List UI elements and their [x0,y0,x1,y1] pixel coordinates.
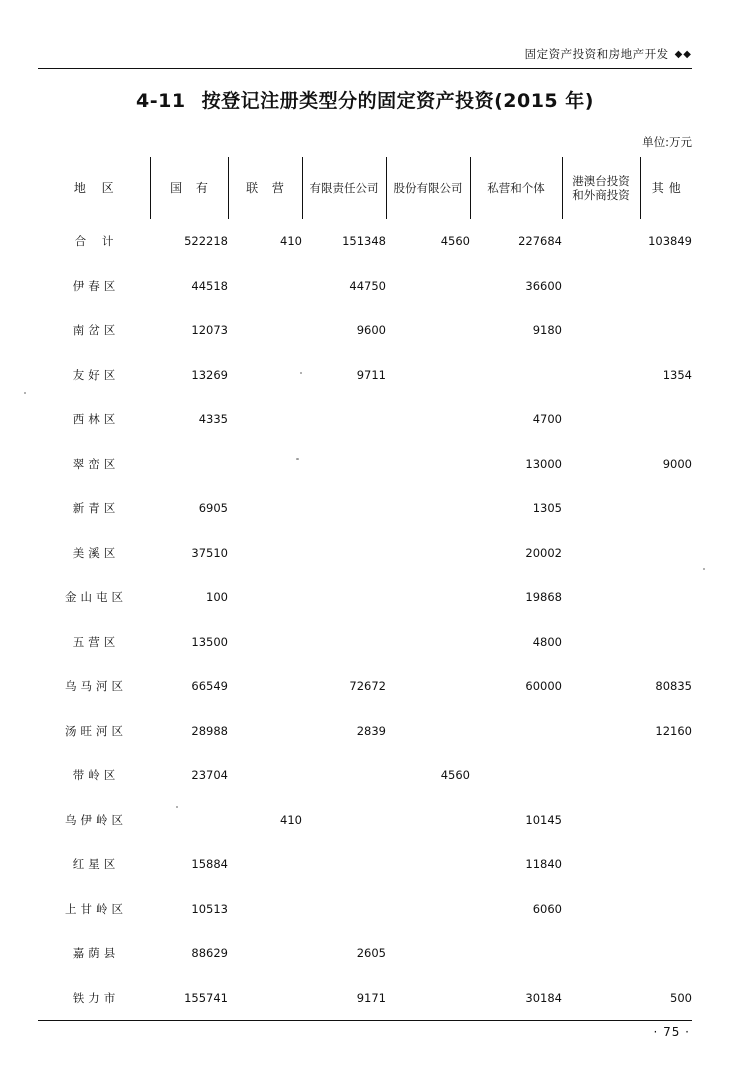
table-row [38,219,692,264]
scan-speck [703,568,705,570]
cell-limited-liability [302,842,386,887]
cell-private-individual: 9180 [532,323,562,338]
row-region: 新青区 [72,501,120,516]
cell-state-owned [150,798,228,843]
column-header-state-owned: 国 有 [150,157,228,219]
row-region: 西林区 [72,412,120,427]
cell-hk-macao-taiwan-foreign [562,887,640,932]
cell-limited-liability: 9711 [356,367,386,382]
cell-other [640,575,692,620]
cell-state-owned: 15884 [191,857,228,872]
column-header-joint-stock: 股份有限公司 [386,157,470,219]
cell-state-owned: 12073 [191,323,228,338]
page-number: · 75 · [653,1025,690,1039]
table-row [38,842,692,887]
cell-joint-stock [386,976,470,1021]
table-row [38,575,692,620]
cell-state-owned: 10513 [191,901,228,916]
cell-private-individual [470,709,562,754]
cell-state-owned: 23704 [191,768,228,783]
table-row [38,887,692,932]
cell-limited-liability [302,442,386,487]
cell-state-owned [150,442,228,487]
cell-private-individual: 19868 [525,590,562,605]
cell-limited-liability: 9171 [356,990,386,1005]
cell-hk-macao-taiwan-foreign [562,308,640,353]
cell-hk-macao-taiwan-foreign [562,442,640,487]
cell-joint-stock [386,531,470,576]
cell-other [640,531,692,576]
cell-hk-macao-taiwan-foreign [562,664,640,709]
cell-state-owned: 44518 [191,278,228,293]
row-region: 金山屯区 [65,590,127,605]
cell-joint-operation [228,664,302,709]
table-row [38,709,692,754]
cell-joint-stock [386,397,470,442]
cell-state-owned: 13500 [191,634,228,649]
cell-state-owned: 66549 [191,679,228,694]
cell-joint-stock [386,931,470,976]
cell-limited-liability [302,798,386,843]
cell-hk-macao-taiwan-foreign [562,976,640,1021]
cell-other [640,842,692,887]
cell-private-individual: 4700 [532,412,562,427]
cell-private-individual: 1305 [532,501,562,516]
cell-joint-operation [228,397,302,442]
cell-other [640,931,692,976]
cell-hk-macao-taiwan-foreign [562,931,640,976]
table-row [38,620,692,665]
table-row [38,264,692,309]
row-region: 美溪区 [72,545,120,560]
row-region: 翠峦区 [72,456,120,471]
cell-joint-operation [228,353,302,398]
cell-limited-liability [302,486,386,531]
scan-speck [176,806,178,808]
cell-limited-liability: 72672 [349,679,386,694]
table-row [38,753,692,798]
cell-hk-macao-taiwan-foreign [562,397,640,442]
cell-other: 103849 [648,234,692,249]
cell-state-owned: 4335 [198,412,228,427]
cell-limited-liability [302,575,386,620]
row-region: 合 计 [74,234,120,249]
cell-state-owned: 13269 [191,367,228,382]
cell-joint-operation [228,442,302,487]
page-title [0,86,730,113]
table-row [38,308,692,353]
cell-other: 80835 [655,679,692,694]
cell-limited-liability [302,397,386,442]
cell-joint-operation [228,264,302,309]
unit-note: 单位:万元 [642,135,692,149]
cell-hk-macao-taiwan-foreign [562,575,640,620]
cell-joint-stock [386,620,470,665]
cell-joint-stock [386,442,470,487]
cell-state-owned: 28988 [191,723,228,738]
table-body [38,219,692,1020]
cell-private-individual: 227684 [518,234,562,249]
scan-speck [24,392,26,394]
table-row [38,397,692,442]
row-region: 五营区 [72,634,120,649]
cell-private-individual: 20002 [525,545,562,560]
cell-joint-stock: 4560 [440,768,470,783]
scan-speck [296,458,299,460]
cell-limited-liability: 2839 [356,723,386,738]
row-region: 嘉荫县 [72,946,120,961]
cell-hk-macao-taiwan-foreign [562,486,640,531]
row-region: 伊春区 [72,278,120,293]
column-header-hk-macao-taiwan-foreign [562,157,640,219]
table-row [38,353,692,398]
cell-other: 9000 [662,456,692,471]
cell-state-owned: 6905 [198,501,228,516]
cell-other [640,264,692,309]
title-text: 按登记注册类型分的固定资产投资(2015 年) [201,90,594,112]
cell-joint-operation [228,887,302,932]
cell-state-owned: 37510 [191,545,228,560]
cell-private-individual [470,753,562,798]
cell-other: 1354 [662,367,692,382]
cell-private-individual: 30184 [525,990,562,1005]
column-header-hk-line2: 和外商投资 [572,188,630,202]
cell-other: 500 [670,990,692,1005]
cell-joint-operation [228,753,302,798]
cell-joint-stock [386,353,470,398]
cell-joint-operation [228,486,302,531]
cell-joint-operation [228,620,302,665]
cell-other [640,753,692,798]
cell-joint-operation [228,842,302,887]
cell-private-individual [470,353,562,398]
cell-hk-macao-taiwan-foreign [562,798,640,843]
cell-hk-macao-taiwan-foreign [562,264,640,309]
table-row [38,931,692,976]
row-region: 红星区 [72,857,120,872]
row-region: 南岔区 [72,323,120,338]
cell-limited-liability [302,887,386,932]
cell-private-individual: 10145 [525,812,562,827]
cell-hk-macao-taiwan-foreign [562,709,640,754]
cell-hk-macao-taiwan-foreign [562,842,640,887]
cell-joint-stock [386,486,470,531]
cell-joint-stock [386,798,470,843]
cell-private-individual: 11840 [525,857,562,872]
cell-private-individual: 36600 [525,278,562,293]
cell-joint-stock: 4560 [440,234,470,249]
running-header-text: 固定资产投资和房地产开发 [524,47,669,61]
cell-limited-liability: 44750 [349,278,386,293]
column-header-other: 其他 [651,180,686,195]
cell-other [640,486,692,531]
cell-joint-operation: 410 [280,812,302,827]
table-row [38,442,692,487]
cell-joint-stock [386,842,470,887]
table-row [38,976,692,1021]
cell-other [640,308,692,353]
cell-joint-operation [228,308,302,353]
cell-joint-stock [386,709,470,754]
cell-hk-macao-taiwan-foreign [562,753,640,798]
cell-other: 12160 [655,723,692,738]
cell-private-individual: 13000 [525,456,562,471]
table-row [38,798,692,843]
cell-private-individual: 6060 [532,901,562,916]
cell-joint-operation: 410 [280,234,302,249]
row-region: 汤旺河区 [65,723,127,738]
column-header-hk-line1: 港澳台投资 [572,173,630,188]
table-number: 4-11 [136,90,186,112]
cell-private-individual: 60000 [525,679,562,694]
cell-limited-liability: 2605 [356,946,386,961]
cell-hk-macao-taiwan-foreign [562,219,640,264]
cell-other [640,397,692,442]
scan-speck [300,372,302,374]
cell-state-owned: 522218 [184,234,228,249]
cell-joint-stock [386,887,470,932]
cell-joint-operation [228,531,302,576]
running-header [525,46,692,62]
cell-hk-macao-taiwan-foreign [562,531,640,576]
column-header-region: 地 区 [38,157,150,219]
cell-limited-liability [302,753,386,798]
cell-joint-operation [228,575,302,620]
row-region: 带岭区 [72,768,120,783]
column-header-limited-liability: 有限责任公司 [302,157,386,219]
row-region: 乌伊岭区 [65,812,127,827]
cell-hk-macao-taiwan-foreign [562,620,640,665]
column-header-joint-operation: 联 营 [228,157,302,219]
cell-hk-macao-taiwan-foreign [562,353,640,398]
cell-limited-liability: 151348 [342,234,386,249]
cell-state-owned: 88629 [191,946,228,961]
diamond-marks-icon: ◆◆ [674,48,692,60]
row-region: 铁力市 [72,990,120,1005]
header-rule [38,68,692,69]
cell-other [640,620,692,665]
row-region: 上甘岭区 [65,901,127,916]
cell-joint-stock [386,664,470,709]
cell-other [640,887,692,932]
table-row [38,486,692,531]
row-region: 乌马河区 [65,679,127,694]
cell-limited-liability [302,531,386,576]
cell-limited-liability: 9600 [356,323,386,338]
cell-joint-operation [228,709,302,754]
cell-joint-operation [228,976,302,1021]
row-region: 友好区 [72,367,120,382]
table-row [38,531,692,576]
table-row [38,664,692,709]
cell-joint-operation [228,931,302,976]
cell-private-individual [470,931,562,976]
cell-joint-stock [386,308,470,353]
column-header-private-individual: 私营和个体 [470,157,562,219]
statistics-table [38,157,692,1020]
cell-private-individual: 4800 [532,634,562,649]
cell-state-owned: 100 [206,590,228,605]
table-header-row [38,157,692,219]
cell-joint-stock [386,575,470,620]
cell-state-owned: 155741 [184,990,228,1005]
cell-limited-liability [302,620,386,665]
cell-joint-stock [386,264,470,309]
table-bottom-rule [38,1020,692,1021]
cell-other [640,798,692,843]
